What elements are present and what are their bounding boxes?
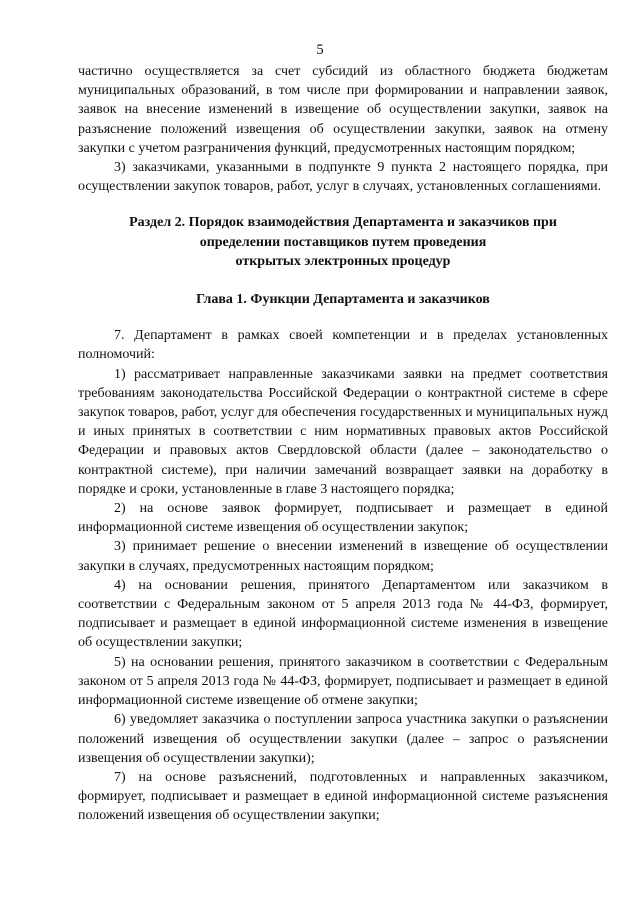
paragraph-item-3: 3) заказчиками, указанными в подпункте 9 пункта 2 настоящего порядка, при осуществлении закупок товаров, работ, услуг в случаях, установленных соглашениями. [78, 160, 608, 195]
section-heading [78, 213, 608, 271]
subitem-2: 2) на основе заявок формирует, подписывает и размещает в единой информационной системе извещения об осуществлении закупок; [78, 501, 608, 536]
page-number: 5 [316, 42, 324, 58]
document-body [78, 62, 608, 826]
subitem-3: 3) принимает решение о внесении изменений в извещение об осуществлении закупки в случаях, предусмотренных настоящим порядком; [78, 539, 608, 574]
subitem-5: 5) на основании решения, принятого заказчиком в соответствии с Федеральным законом от 5 апреля 2013 года № 44-ФЗ, формирует, подписывает и размещает в единой информационной системе извещение об отмене закупки; [78, 654, 608, 709]
chapter-heading: Глава 1. Функции Департамента и заказчиков [196, 292, 490, 308]
subitem-1: 1) рассматривает направленные заказчиками заявки на предмет соответствия требованиям законодательства Российской Федерации о контрактной системе в сфере закупок товаров, работ, услуг для обеспечения государственных и муниципальных нужд и иных принятых в соответствии с ним нормативных правовых актов Российской Федерации и правовых актов Свердловской области (далее – законодательство о контрактной системе), при наличии замечаний возвращает заявки на доработку в порядке и сроки, установленные в главе 3 настоящего порядка; [78, 366, 608, 497]
subitem-7: 7) на основе разъяснений, подготовленных и направленных заказчиком, формирует, подписывает и размещает в единой информационной системе разъяснения положений извещения об осуществлении закупки; [78, 769, 608, 824]
item-7-intro: 7. Департамент в рамках своей компетенции и в пределах установленных полномочий: [78, 328, 608, 363]
subitem-6: 6) уведомляет заказчика о поступлении запроса участника закупки о разъяснении положений извещения об осуществлении закупки (далее – запрос о разъяснении извещения об осуществлении закупки); [78, 712, 608, 766]
section-heading-line3: открытых электронных процедур [235, 253, 451, 269]
section-heading-line1: Раздел 2. Порядок взаимодействия Департамента и заказчиков при [129, 215, 557, 231]
paragraph-continuation: частично осуществляется за счет субсидий из областного бюджета бюджетам муниципальных образований, в том числе при формировании и направлении заявок, заявок на внесение изменений в извещение об осуществлении закупки, заявок на разъяснение положений извещения об осуществлении закупки, заявок на отмену закупки с учетом разграничения функций, предусмотренных настоящим порядком; [78, 64, 608, 156]
subitem-4: 4) на основании решения, принятого Департаментом или заказчиком в соответствии с Федеральным законом от 5 апреля 2013 года № 44-ФЗ, формирует, подписывает и размещает в единой информационной системе изменения в извещение об осуществлении закупки; [78, 577, 608, 651]
section-heading-line2: определении поставщиков путем проведения [199, 234, 487, 250]
